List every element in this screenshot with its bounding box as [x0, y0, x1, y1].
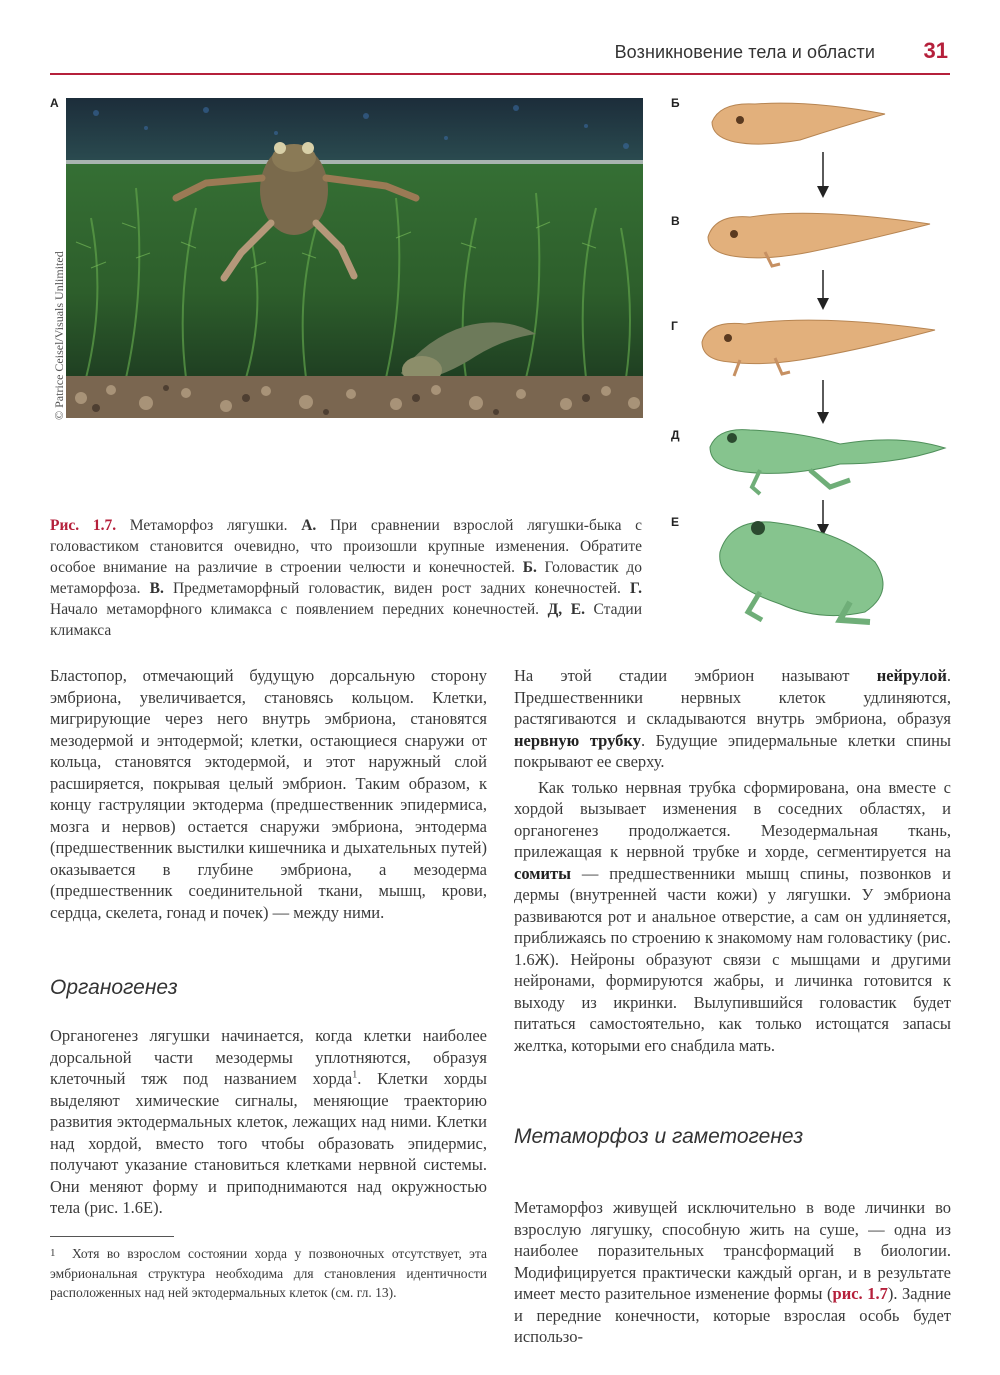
footnote-rule [50, 1236, 174, 1237]
caption-bold: В. [149, 580, 164, 597]
photo-credit: © Patrice Ceisel/Visuals Unlimited [52, 251, 66, 420]
footnote-ref: 1 [352, 1069, 358, 1081]
header-rule [50, 73, 950, 75]
term-bold: сомиты [514, 863, 571, 883]
body-text: ). Задние и передние конечности, которые взрослая особь будет использо- [514, 1284, 951, 1346]
caption-text: Начало метаморфного климакса с появлением передних конечностей. [50, 601, 548, 618]
caption-text: Предметаморфный головастик, виден рост задних конечностей. [163, 580, 630, 597]
footnote-text: Хотя во взрослом состоянии хорда у позвоночных отсутствует, эта эмбриональная структура необходима для становления идентичности расположенных над ней эктодермальных клеток (см. гл. 13). [50, 1246, 487, 1300]
caption-text: Стадии климакса [50, 601, 642, 639]
body-text: Метаморфоз живущей исключительно в воде личинки во взрослую лягушку, способную жить на суше, — одна из наиболее поразительных трансформаций в биологии. Модифицируется практически каждый орган, и в результате имеет место разительное изменение формы ( [514, 1198, 951, 1303]
tadpole-stage-b [712, 103, 885, 144]
term-bold: нейрулой [876, 666, 947, 685]
metamorphosis-stages [690, 92, 960, 632]
figure-caption [50, 515, 642, 641]
frog-photo [66, 98, 643, 418]
body-text: — предшественники мышц спины, позвонков и дермы (внутренней части кожи) у лягушки. У эмбриона развиваются рот и анальное отверстие, а сам он удлиняется, приближаясь по строению к знакомому нам головастику (рис. 1.6Ж). Нейроны образуют связи с мышцами и другими нейронами, формируются жабры, и личинка готовится к выходу из икринки. Вылупившийся головастик будет питаться самостоятельно, как только истощатся запасы желтка, которыми его снабдила мать. [514, 863, 951, 1055]
caption-bold: Д, Е. [547, 601, 585, 618]
term-bold: нервную трубку [514, 730, 641, 750]
body-text: На этой стадии эмбрион называют [514, 666, 877, 685]
body-text: Как только нервная трубка сформирована, она вместе с хордой вызывает изменения в соседних областях, и органогенез продолжается. Мезодермальная ткань, прилежащая к нервной трубке и хорде, сегментируется на [514, 777, 951, 861]
tadpole-stage-v [708, 213, 930, 266]
heading-organogenesis: Органогенез [50, 976, 178, 999]
left-paragraph-2 [50, 1025, 487, 1219]
footnote-number: 1 [50, 1247, 56, 1259]
body-text: . Предшественники нервных клеток удлиняются, растягиваются и складываются внутрь эмбриона, образуя [514, 666, 951, 728]
stage-label-b: Б [671, 96, 680, 110]
frog-stage-e [720, 521, 883, 622]
tadpole-stage-g [702, 320, 935, 376]
right-column-lower [514, 1197, 951, 1348]
left-column [50, 665, 487, 923]
right-column [514, 665, 951, 1056]
stage-label-d: Д [671, 428, 680, 442]
left-column-lower [50, 1025, 487, 1219]
panel-label-a: А [50, 96, 59, 110]
right-paragraph-2 [514, 777, 951, 1057]
froglet-stage-d [710, 430, 945, 494]
right-paragraph-3 [514, 1197, 951, 1348]
caption-bold: Б. [522, 559, 537, 576]
right-paragraph-1 [514, 665, 951, 773]
page-number: 31 [923, 38, 948, 63]
caption-text: Головастик до метаморфоза. [50, 559, 642, 597]
body-text: . Клетки хорды выделяют химические сигналы, меняющие траекторию развития эктодермальных клеток, лежащих над ними. Клетки над хордой, вместо того чтобы образовать эпидермис, получают указание становиться клетками нервной системы. Они меняют форму и приподнимаются над окружностью тела (рис. 1.6Е). [50, 1069, 487, 1217]
caption-bold: Г. [630, 580, 642, 597]
stage-label-e: Е [671, 515, 680, 529]
figure-ref-link[interactable]: рис. 1.7 [832, 1284, 888, 1303]
stage-label-g: Г [671, 319, 678, 333]
caption-label: Рис. 1.7. [50, 517, 117, 534]
heading-metamorphosis: Метаморфоз и гаметогенез [514, 1125, 804, 1148]
caption-text: Метаморфоз лягушки. [116, 517, 302, 534]
body-text: Органогенез лягушки начинается, когда клетки наиболее дорсальной части мезодермы уплотняются, образуя клеточный тяж под названием хорда [50, 1026, 487, 1088]
caption-bold: А. [301, 517, 317, 534]
stage-label-v: В [671, 214, 680, 228]
left-paragraph-1: Бластопор, отмечающий будущую дорсальную сторону эмбриона, увеличивается, становясь кольцом. Клетки, мигрирующие через него внутрь эмбриона, становятся мезодермой и энтодермой; клетки, остающиеся снаружи от кольца, становятся эктодермой, и этот наружный слой расширяется, покрывая целый эмбрион. Таким образом, к концу гаструляции эктодерма (предшественник эпидермиса, мозга и нервов) остается снаружи эмбриона, энтодерма (предшественник выстилки кишечника и дыхательных путей) оказывается в глубине эмбриона, а мезодерма (предшественник соединительной ткани, мышц, крови, сердца, скелета, гонад и почек) — между ними. [50, 666, 487, 922]
footnote [50, 1244, 487, 1303]
caption-text: При сравнении взрослой лягушки-быка с головастиком становится очевидно, что произошли крупные изменения. Обратите особое внимание на различие в строении челюсти и конечностей. [50, 517, 642, 576]
running-header-title: Возникновение тела и области [614, 42, 875, 62]
body-text: . Будущие эпидермальные клетки спины покрывают ее сверху. [514, 730, 951, 771]
